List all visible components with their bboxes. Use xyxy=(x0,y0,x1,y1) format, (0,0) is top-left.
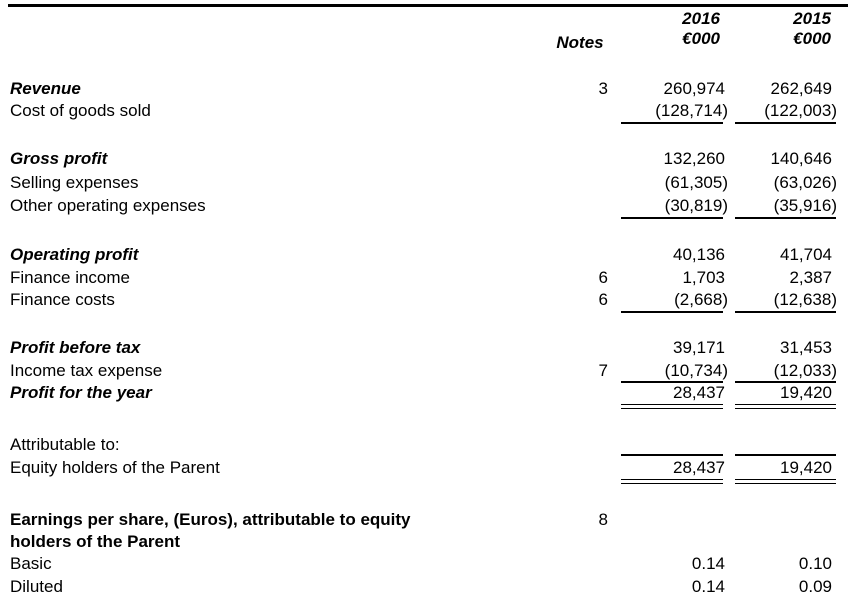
subtotal-rule-2015 xyxy=(735,454,836,456)
row-label: Earnings per share, (Euros), attributable to equity xyxy=(10,510,411,529)
value-2016: 0.14 xyxy=(691,577,725,596)
value-2015: (12,638) xyxy=(773,290,837,309)
value-2015: 19,420 xyxy=(780,383,832,402)
row-operating-profit xyxy=(10,244,840,266)
row-gross-profit xyxy=(10,148,840,170)
subtotal-rule-2015 xyxy=(735,217,836,219)
row-label: Operating profit xyxy=(10,245,139,264)
row-note: 8 xyxy=(598,510,608,529)
value-2016: 260,974 xyxy=(663,79,725,98)
year-2016-label: 2016 xyxy=(682,9,720,28)
row-eps-heading-cont xyxy=(10,531,840,553)
value-2016: 39,171 xyxy=(673,338,725,357)
row-profit-before-tax xyxy=(10,337,840,359)
value-2016: (10,734) xyxy=(664,361,728,380)
row-note: 3 xyxy=(598,79,608,98)
value-2016: 132,260 xyxy=(663,149,725,168)
row-note: 6 xyxy=(598,268,608,287)
subtotal-rule-2016 xyxy=(621,311,723,313)
subtotal-rule-2015 xyxy=(735,122,836,124)
row-diluted-eps xyxy=(10,576,840,598)
row-label: Cost of goods sold xyxy=(10,101,151,120)
row-note: 6 xyxy=(598,290,608,309)
row-basic-eps xyxy=(10,553,840,575)
row-label: Basic xyxy=(10,554,52,573)
total-double-rule-2015 xyxy=(735,479,836,484)
row-label: Revenue xyxy=(10,79,81,98)
year-2016-header xyxy=(613,9,720,49)
subtotal-rule-2016 xyxy=(621,454,723,456)
value-2015: 41,704 xyxy=(780,245,832,264)
value-2016: 40,136 xyxy=(673,245,725,264)
value-2015: 2,387 xyxy=(789,268,832,287)
row-finance-income xyxy=(10,267,840,289)
total-double-rule-2016 xyxy=(621,479,723,484)
value-2016: (2,668) xyxy=(674,290,728,309)
value-2015: 140,646 xyxy=(770,149,832,168)
subtotal-rule-2016 xyxy=(621,122,723,124)
subtotal-rule-2015 xyxy=(735,311,836,313)
unit-2015-label: €000 xyxy=(793,29,831,48)
value-2016: (30,819) xyxy=(664,196,728,215)
value-2015: (122,003) xyxy=(764,101,837,120)
row-equity-holders xyxy=(10,457,840,479)
value-2015: 0.10 xyxy=(798,554,832,573)
value-2016: 1,703 xyxy=(682,268,725,287)
unit-2016-label: €000 xyxy=(682,29,720,48)
value-2016: 0.14 xyxy=(691,554,725,573)
row-eps-heading xyxy=(10,509,840,531)
row-label: Diluted xyxy=(10,577,63,596)
subtotal-rule-2016 xyxy=(621,217,723,219)
row-selling-expenses xyxy=(10,172,840,194)
value-2016: (128,714) xyxy=(655,101,728,120)
row-finance-costs xyxy=(10,289,840,311)
row-label: Gross profit xyxy=(10,149,108,168)
value-2015: 19,420 xyxy=(780,458,832,477)
row-profit-for-year xyxy=(10,382,840,404)
row-attributable-to xyxy=(10,434,840,456)
year-2015-header xyxy=(724,9,831,49)
row-label: Selling expenses xyxy=(10,173,139,192)
row-note: 7 xyxy=(598,361,608,380)
row-label: Income tax expense xyxy=(10,361,163,380)
value-2015: 262,649 xyxy=(770,79,832,98)
row-cogs xyxy=(10,100,840,122)
value-2015: 0.09 xyxy=(798,577,832,596)
value-2015: (35,916) xyxy=(773,196,837,215)
row-income-tax xyxy=(10,360,840,382)
row-revenue xyxy=(10,78,840,100)
row-label: Equity holders of the Parent xyxy=(10,458,220,477)
value-2015: 31,453 xyxy=(780,338,832,357)
notes-column-header: Notes xyxy=(556,33,604,52)
value-2016: 28,437 xyxy=(673,383,725,402)
row-label: holders of the Parent xyxy=(10,532,181,551)
row-label: Profit before tax xyxy=(10,338,141,357)
top-rule xyxy=(8,4,848,7)
year-2015-label: 2015 xyxy=(793,9,831,28)
value-2015: (12,033) xyxy=(773,361,837,380)
row-label: Finance income xyxy=(10,268,131,287)
row-label: Finance costs xyxy=(10,290,115,309)
value-2016: 28,437 xyxy=(673,458,725,477)
value-2015: (63,026) xyxy=(773,173,837,192)
total-double-rule-2015 xyxy=(735,404,836,409)
row-label: Profit for the year xyxy=(10,383,152,402)
row-label: Other operating expenses xyxy=(10,196,206,215)
value-2016: (61,305) xyxy=(664,173,728,192)
row-label: Attributable to: xyxy=(10,435,120,454)
row-other-operating-expenses xyxy=(10,195,840,217)
total-double-rule-2016 xyxy=(621,404,723,409)
